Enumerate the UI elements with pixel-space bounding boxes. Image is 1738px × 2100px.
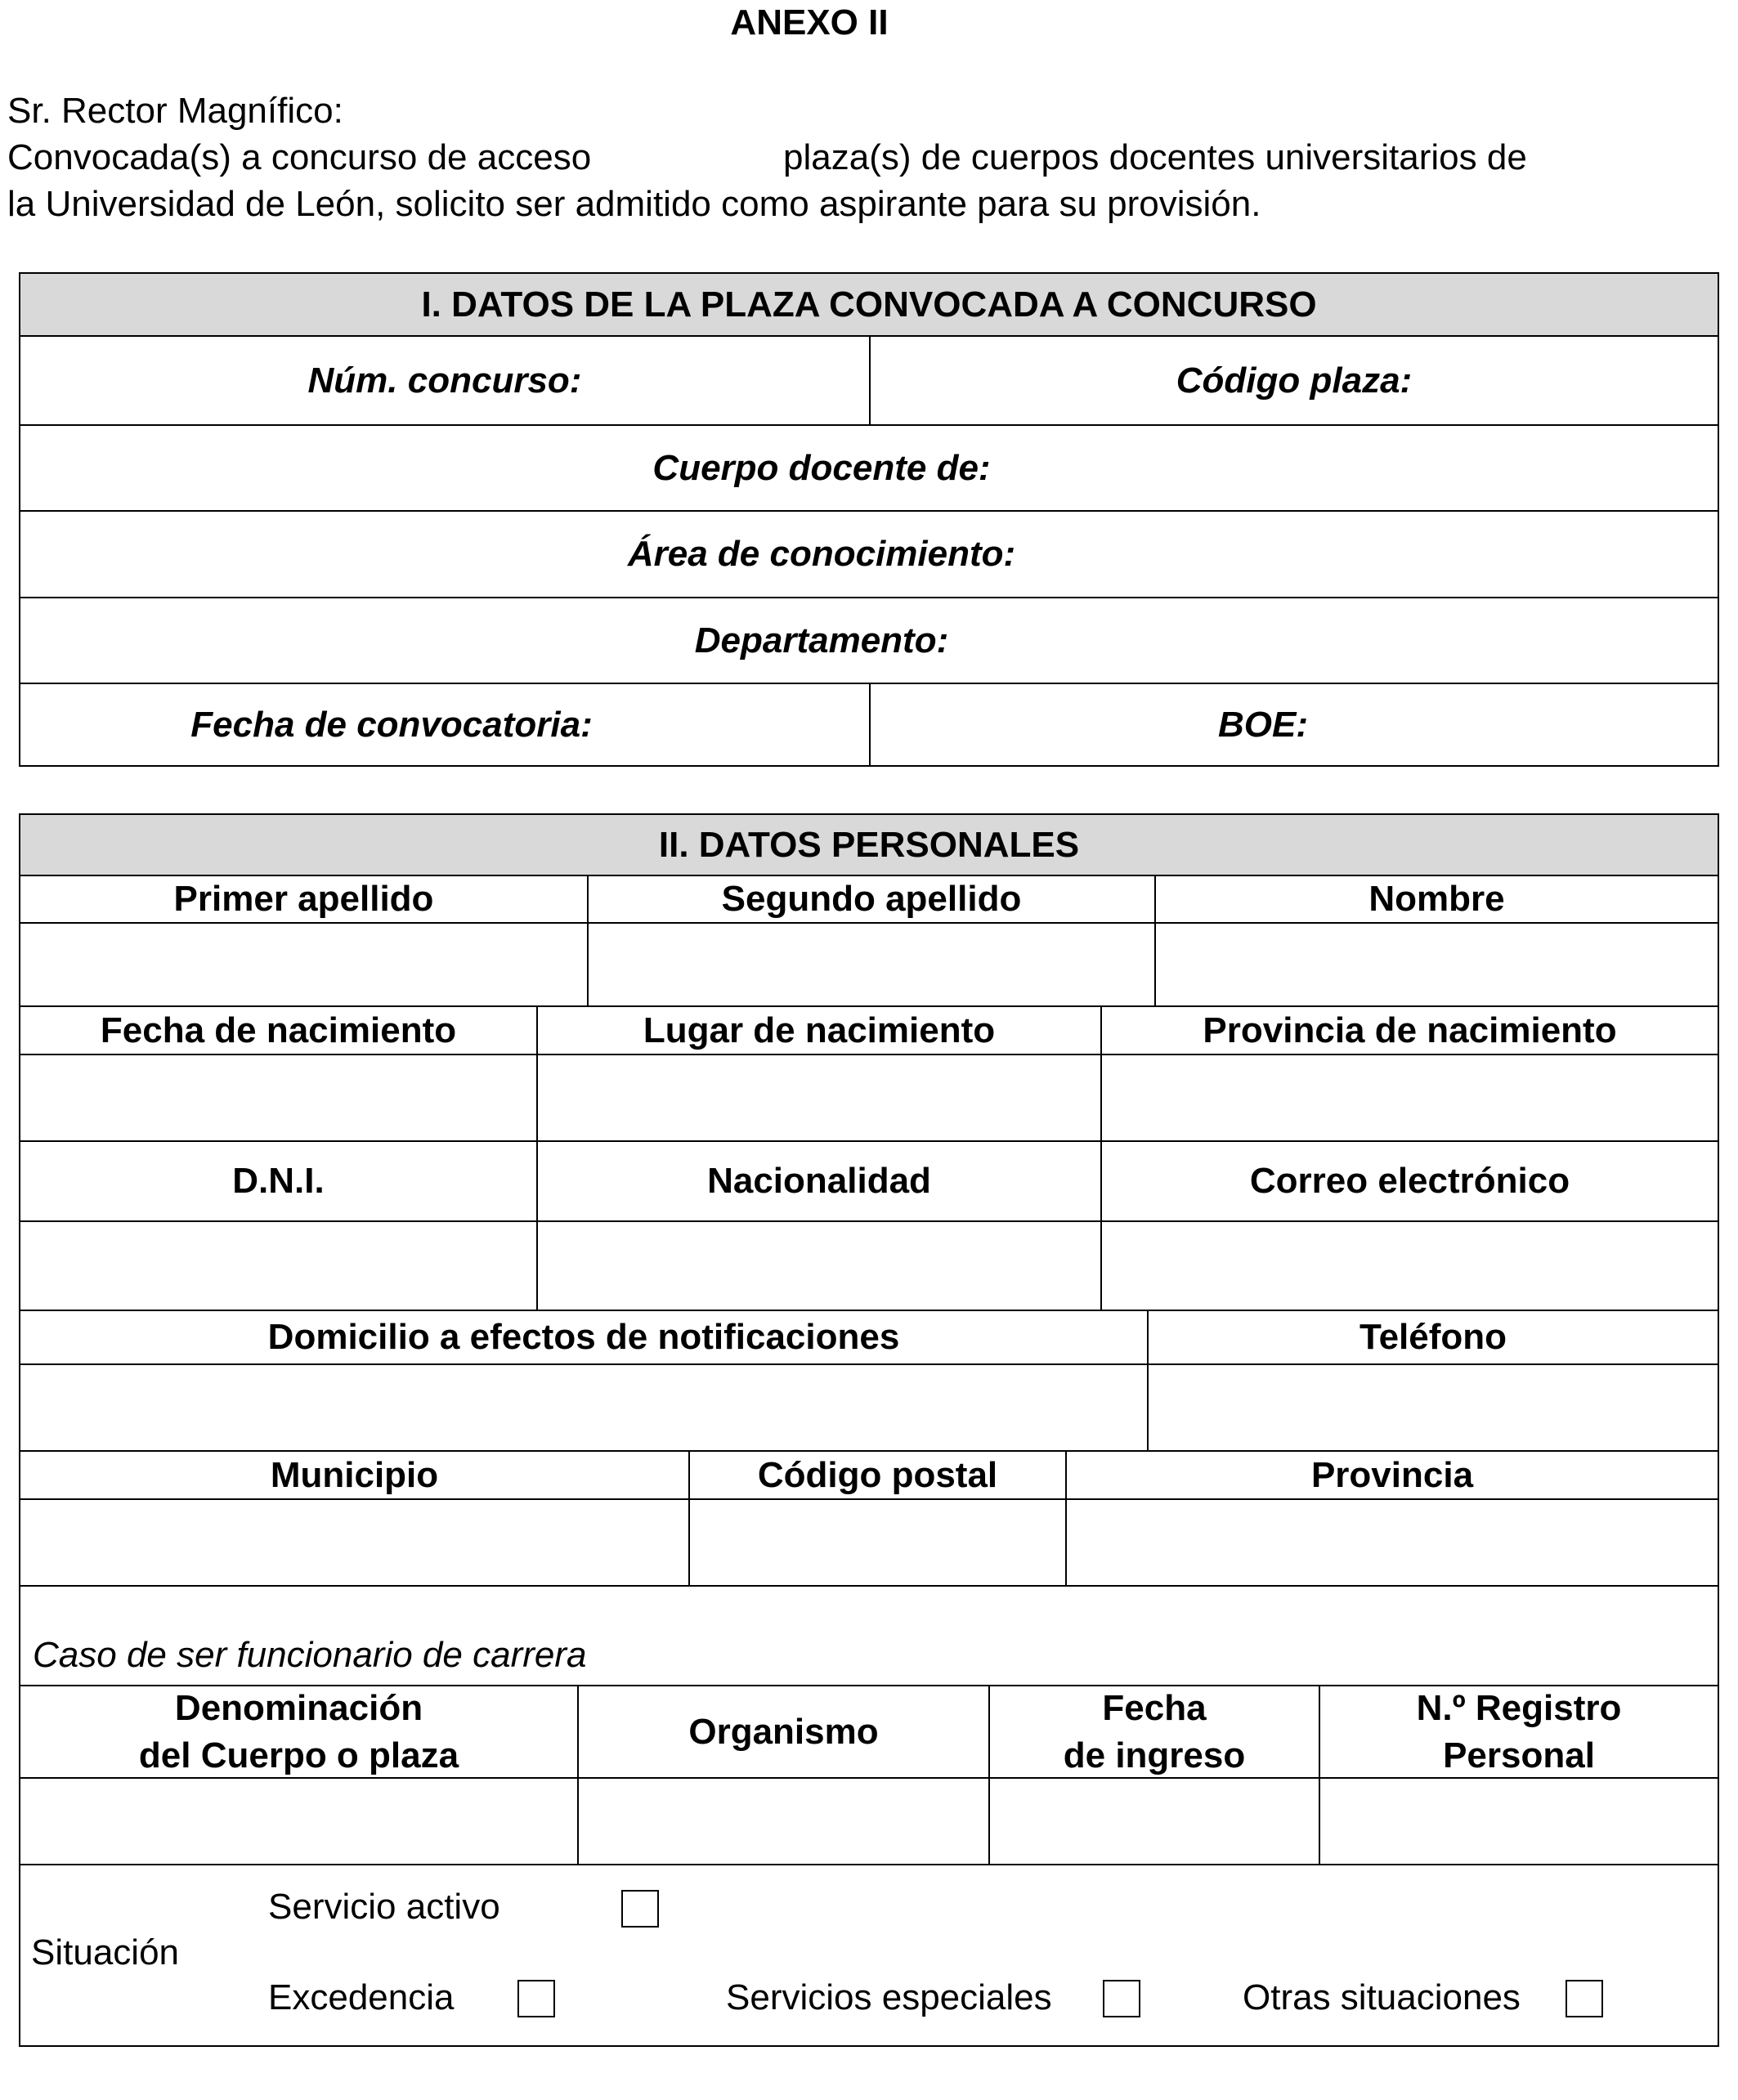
- correo-input[interactable]: [1102, 1222, 1718, 1310]
- servicios-especiales-checkbox[interactable]: [1103, 1980, 1140, 2017]
- organismo-input[interactable]: [579, 1779, 988, 1864]
- excedencia-label: Excedencia: [268, 1977, 455, 2017]
- denominacion-line1: Denominación: [174, 1688, 423, 1729]
- fecha-ingreso-line1: Fecha: [1102, 1688, 1207, 1729]
- municipio-input[interactable]: [20, 1500, 688, 1585]
- departamento-field[interactable]: Departamento:: [694, 620, 949, 660]
- denominacion-input[interactable]: [20, 1779, 577, 1864]
- nombre-input[interactable]: [1156, 924, 1718, 1005]
- primer-apellido-input[interactable]: [20, 924, 587, 1005]
- servicio-activo-checkbox[interactable]: [621, 1890, 659, 1928]
- nacionalidad-input[interactable]: [538, 1222, 1100, 1310]
- codigo-postal-input[interactable]: [690, 1500, 1065, 1585]
- num-concurso-field[interactable]: Núm. concurso:: [307, 360, 582, 401]
- correo-label: Correo electrónico: [1249, 1161, 1570, 1202]
- provincia-label: Provincia: [1310, 1454, 1474, 1495]
- fecha-ingreso-label: [990, 1686, 1319, 1777]
- segundo-apellido-input[interactable]: [589, 924, 1154, 1005]
- registro-input[interactable]: [1320, 1779, 1718, 1864]
- denominacion-line2: del Cuerpo o plaza: [138, 1735, 459, 1775]
- funcionario-note: Caso de ser funcionario de carrera: [33, 1635, 587, 1675]
- telefono-label: Teléfono: [1359, 1317, 1507, 1358]
- section1-table: [19, 272, 1719, 767]
- intro-line1-b: plaza(s) de cuerpos docentes universitarios de: [783, 137, 1527, 177]
- denominacion-label: [20, 1686, 577, 1777]
- organismo-label: Organismo: [688, 1711, 879, 1752]
- registro-line1: N.º Registro: [1416, 1688, 1622, 1729]
- nombre-label: Nombre: [1368, 879, 1505, 920]
- dni-input[interactable]: [20, 1222, 536, 1310]
- document-title: ANEXO II: [730, 2, 889, 43]
- servicios-especiales-label: Servicios especiales: [726, 1977, 1052, 2017]
- fecha-nacimiento-label: Fecha de nacimiento: [100, 1010, 457, 1050]
- section1-heading: I. DATOS DE LA PLAZA CONVOCADA A CONCURSO: [20, 274, 1718, 335]
- boe-field[interactable]: BOE:: [1218, 704, 1308, 745]
- fecha-convocatoria-field[interactable]: Fecha de convocatoria:: [190, 704, 593, 745]
- intro-line2: la Universidad de León, solicito ser admitido como aspirante para su provisión.: [7, 184, 1261, 224]
- lugar-nacimiento-input[interactable]: [538, 1055, 1100, 1140]
- situacion-label: Situación: [31, 1932, 180, 1972]
- codigo-postal-label: Código postal: [757, 1454, 998, 1495]
- codigo-plaza-field[interactable]: Código plaza:: [1176, 360, 1413, 401]
- otras-situaciones-checkbox[interactable]: [1566, 1980, 1603, 2017]
- section2-heading: II. DATOS PERSONALES: [20, 815, 1718, 875]
- municipio-label: Municipio: [270, 1454, 439, 1495]
- salutation: Sr. Rector Magnífico:: [7, 91, 343, 131]
- provincia-input[interactable]: [1067, 1500, 1718, 1585]
- section2-table: [19, 813, 1719, 2047]
- cuerpo-docente-field[interactable]: Cuerpo docente de:: [652, 447, 991, 488]
- nacionalidad-label: Nacionalidad: [707, 1161, 931, 1202]
- fecha-nacimiento-input[interactable]: [20, 1055, 536, 1140]
- provincia-nacimiento-input[interactable]: [1102, 1055, 1718, 1140]
- registro-label: [1320, 1686, 1718, 1777]
- primer-apellido-label: Primer apellido: [173, 879, 434, 920]
- intro-line1-a: Convocada(s) a concurso de acceso: [7, 137, 592, 177]
- dni-label: D.N.I.: [232, 1161, 325, 1202]
- domicilio-label: Domicilio a efectos de notificaciones: [267, 1317, 900, 1358]
- excedencia-checkbox[interactable]: [517, 1980, 555, 2017]
- registro-line2: Personal: [1443, 1735, 1595, 1775]
- area-conocimiento-field[interactable]: Área de conocimiento:: [627, 534, 1016, 575]
- fecha-ingreso-line2: de ingreso: [1063, 1735, 1246, 1775]
- otras-situaciones-label: Otras situaciones: [1243, 1977, 1521, 2017]
- provincia-nacimiento-label: Provincia de nacimiento: [1203, 1010, 1617, 1050]
- domicilio-input[interactable]: [20, 1365, 1147, 1450]
- servicio-activo-label: Servicio activo: [268, 1887, 500, 1927]
- lugar-nacimiento-label: Lugar de nacimiento: [643, 1010, 996, 1050]
- telefono-input[interactable]: [1149, 1365, 1718, 1450]
- fecha-ingreso-input[interactable]: [990, 1779, 1319, 1864]
- segundo-apellido-label: Segundo apellido: [721, 879, 1022, 920]
